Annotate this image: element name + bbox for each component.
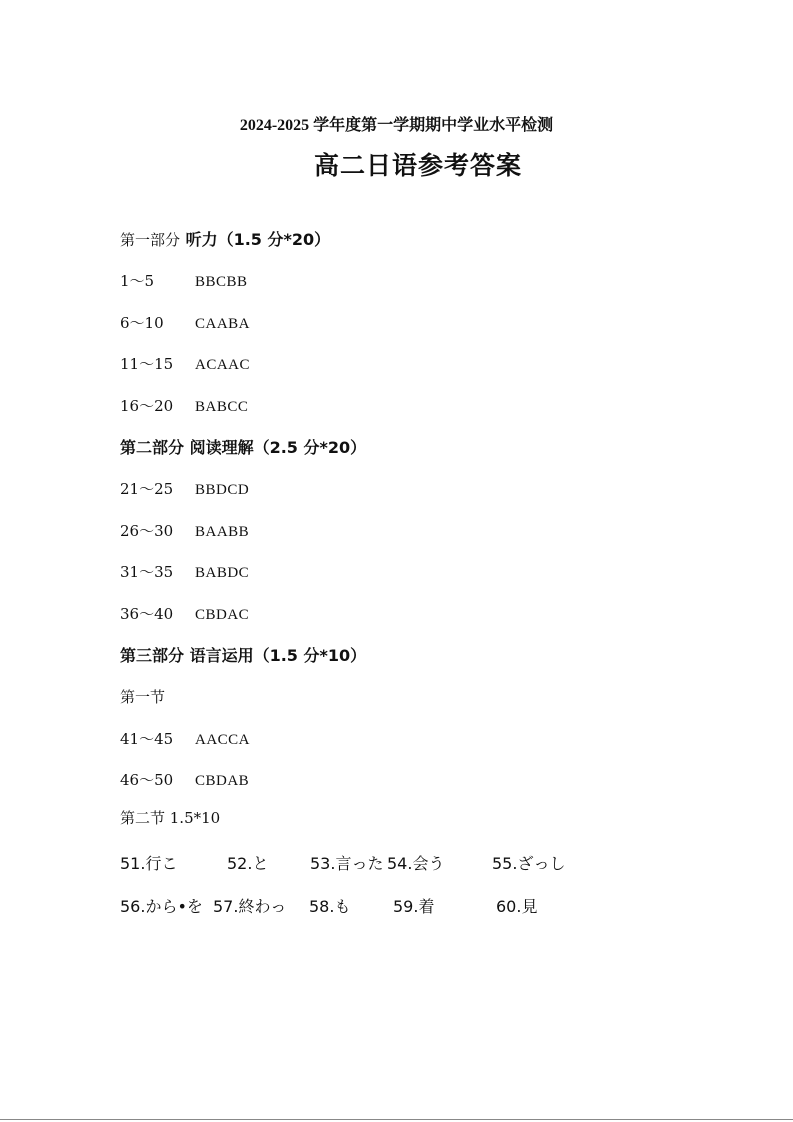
section1-label: 第一节 — [120, 688, 166, 706]
answer-key: CBDAC — [195, 607, 250, 623]
answer-row — [120, 770, 249, 791]
answer-key: ACAAC — [195, 357, 251, 373]
fill-answer: 52.と — [227, 854, 269, 873]
question-range: 11～15 — [120, 355, 174, 373]
fill-answer: 57.終わっ — [213, 897, 287, 916]
question-range: 21～25 — [120, 480, 174, 498]
fill-answer: 55.ざっし — [492, 854, 566, 873]
exam-title: 2024-2025 学年度第一学期期中学业水平检测 — [239, 117, 554, 134]
fill-answer: 54.会う — [387, 854, 445, 873]
section1-heading — [120, 687, 165, 707]
answer-key: BAABB — [195, 524, 250, 540]
fill-in-row — [120, 851, 720, 875]
answer-row — [120, 354, 250, 375]
answer-row — [120, 271, 248, 292]
part3-heading — [120, 646, 366, 666]
section2-heading — [120, 808, 220, 828]
question-range: 16～20 — [120, 397, 174, 415]
question-range: 31～35 — [120, 563, 174, 581]
answer-row — [120, 396, 248, 417]
answer-key: AACCA — [195, 732, 251, 748]
question-range: 1～5 — [120, 272, 155, 290]
part3-title: 第三部分 语言运用（1.5 分*10） — [120, 646, 367, 665]
part1-prefix: 第一部分 — [120, 231, 181, 249]
fill-answer: 58.も — [309, 897, 351, 916]
part1-name: 听力（1.5 分*20） — [180, 230, 331, 249]
question-range: 6～10 — [120, 314, 164, 332]
answer-row — [120, 313, 250, 334]
answer-row — [120, 479, 249, 500]
part1-heading — [120, 230, 330, 250]
question-range: 46～50 — [120, 771, 174, 789]
page-bottom-rule — [0, 1119, 793, 1120]
answer-row — [120, 729, 250, 750]
fill-answer: 51.行こ — [120, 854, 178, 873]
answer-row — [120, 604, 249, 625]
part2-title: 第二部分 阅读理解（2.5 分*20） — [120, 438, 367, 457]
answer-key: BBCBB — [195, 274, 248, 290]
fill-answer: 56.から•を — [120, 897, 203, 916]
question-range: 26～30 — [120, 522, 174, 540]
answer-key: CAABA — [195, 316, 251, 332]
answer-key: CBDAB — [195, 773, 250, 789]
fill-answer: 59.着 — [393, 897, 435, 916]
fill-answer: 53.言った — [310, 854, 384, 873]
answer-key: BABDC — [195, 565, 250, 581]
fill-answer: 60.見 — [496, 897, 538, 916]
question-range: 36～40 — [120, 605, 174, 623]
document-title: 高二日语参考答案 — [313, 151, 522, 180]
answer-key: BABCC — [195, 399, 249, 415]
answer-row — [120, 521, 249, 542]
question-range: 41～45 — [120, 730, 174, 748]
part2-heading — [120, 438, 366, 458]
answer-row — [120, 562, 249, 583]
answer-key: BBDCD — [195, 482, 250, 498]
section2-label: 第二节 1.5*10 — [120, 809, 221, 827]
fill-in-row — [120, 894, 720, 918]
